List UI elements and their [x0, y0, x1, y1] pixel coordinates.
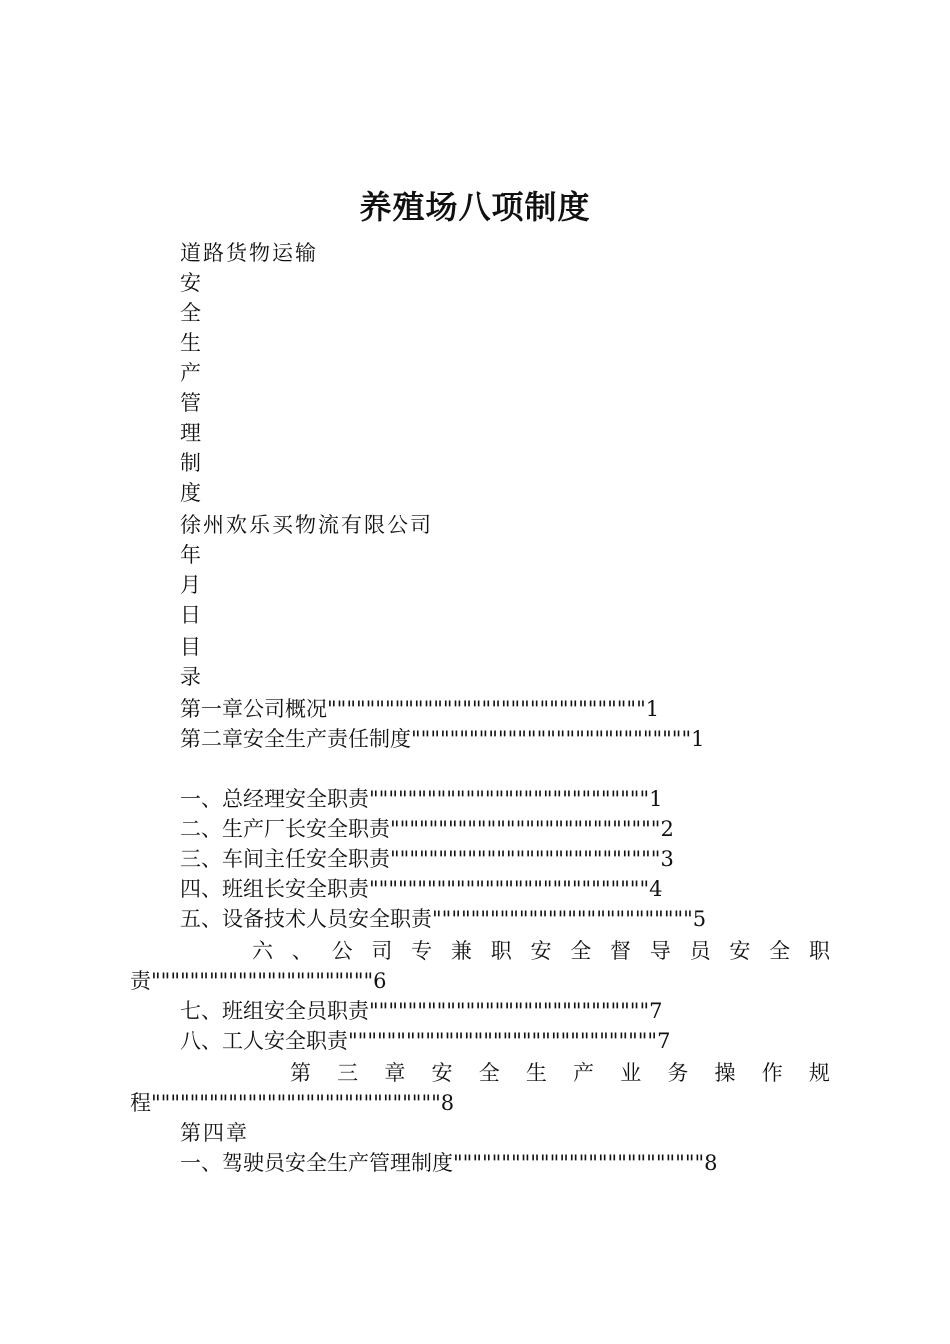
toc-entry-item-6-continued: 责"""""""""""""""""""""""6 [130, 969, 387, 993]
cover-char: 管 [180, 391, 203, 415]
toc-char: 作 [761, 1061, 783, 1085]
toc-char: 三 [337, 1061, 359, 1085]
toc-char: 职 [808, 939, 830, 963]
toc-entry-chapter-3-continued: 程""""""""""""""""""""""""""""""8 [130, 1091, 455, 1115]
cover-char: 产 [180, 361, 203, 385]
toc-entry-item-4: 四、班组长安全职责"""""""""""""""""""""""""""""4 [180, 877, 663, 901]
toc-char: 员 [689, 939, 711, 963]
cover-char: 度 [180, 481, 203, 505]
toc-char: 、 [291, 939, 313, 963]
toc-entry-chapter-1: 第一章公司概况"""""""""""""""""""""""""""""""""1 [180, 697, 660, 721]
toc-entry-chapter-4-item-1: 一、驾驶员安全生产管理制度""""""""""""""""""""""""""8 [180, 1151, 718, 1175]
toc-entry-item-7: 七、班组安全员职责"""""""""""""""""""""""""""""7 [180, 999, 663, 1023]
date-char-year: 年 [180, 543, 203, 567]
toc-char: 全 [570, 939, 592, 963]
toc-entry-item-6 [252, 936, 830, 966]
toc-char: 生 [525, 1061, 547, 1085]
cover-char: 安 [180, 271, 203, 295]
toc-char: 公 [331, 939, 353, 963]
company-name: 徐州欢乐买物流有限公司 [180, 513, 433, 537]
toc-entry-item-2: 二、生产厂长安全职责""""""""""""""""""""""""""""2 [180, 817, 674, 841]
toc-char: 章 [384, 1061, 406, 1085]
toc-char: 操 [714, 1061, 736, 1085]
date-char-day: 日 [180, 603, 203, 627]
cover-char: 理 [180, 421, 203, 445]
toc-char: 六 [252, 939, 273, 963]
toc-char: 全 [478, 1061, 500, 1085]
toc-char: 第 [290, 1061, 311, 1085]
toc-char: 专 [411, 939, 433, 963]
toc-char: 产 [573, 1061, 595, 1085]
cover-char: 制 [180, 451, 203, 475]
toc-char: 务 [667, 1061, 689, 1085]
toc-heading-char: 目 [180, 635, 203, 659]
cover-char: 全 [180, 301, 203, 325]
cover-line-transport: 道路货物运输 [180, 241, 318, 265]
toc-heading-char: 录 [180, 665, 203, 689]
toc-entry-chapter-4: 第四章 [180, 1121, 249, 1145]
toc-char: 职 [490, 939, 512, 963]
toc-char: 安 [729, 939, 751, 963]
toc-entry-chapter-2: 第二章安全生产责任制度"""""""""""""""""""""""""""""1 [180, 727, 705, 751]
toc-char: 业 [620, 1061, 642, 1085]
toc-char: 规 [808, 1061, 830, 1085]
toc-entry-chapter-3 [290, 1058, 830, 1088]
toc-char: 导 [649, 939, 671, 963]
toc-char: 安 [530, 939, 552, 963]
cover-char: 生 [180, 331, 203, 355]
date-char-month: 月 [180, 573, 203, 597]
toc-char: 全 [769, 939, 791, 963]
toc-char: 督 [610, 939, 632, 963]
toc-char: 兼 [450, 939, 472, 963]
toc-char: 司 [371, 939, 393, 963]
toc-entry-item-3: 三、车间主任安全职责""""""""""""""""""""""""""""3 [180, 847, 674, 871]
toc-entry-item-5: 五、设备技术人员安全职责"""""""""""""""""""""""""""5 [180, 907, 707, 931]
toc-entry-item-1: 一、总经理安全职责"""""""""""""""""""""""""""""1 [180, 787, 663, 811]
toc-char: 安 [431, 1061, 453, 1085]
toc-entry-item-8: 八、工人安全职责""""""""""""""""""""""""""""""""7 [180, 1029, 671, 1053]
document-title: 养殖场八项制度 [359, 188, 591, 226]
